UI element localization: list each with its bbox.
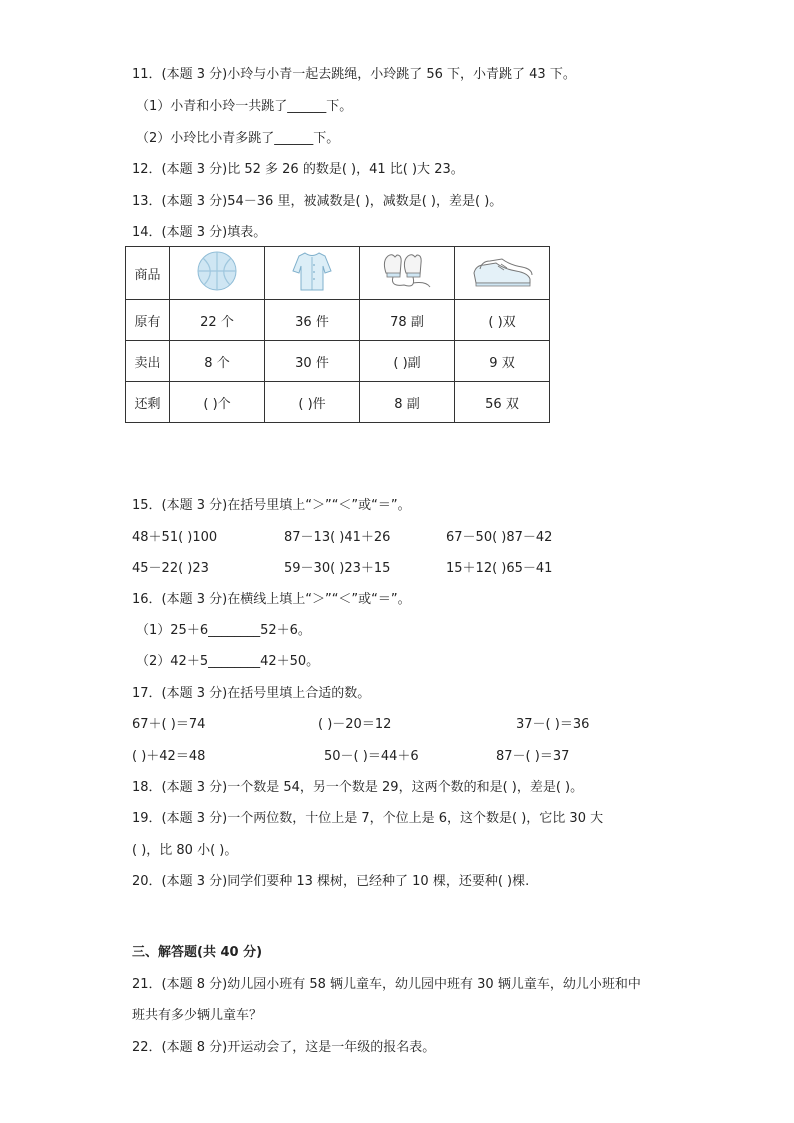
q17-expr: 37－( )＝36 <box>516 717 590 732</box>
q17-expr: ( )＋42＝48 <box>132 749 206 764</box>
table-row <box>126 382 550 423</box>
q18: 18．(本题 3 分)一个数是 54，另一个数是 29，这两个数的和是( )，差是( )。 <box>132 780 584 795</box>
q17-expr: ( )－20＝12 <box>318 717 392 732</box>
q15-expr: 67－50( )87－42 <box>446 530 553 545</box>
table-cell: 78 副 <box>360 300 455 341</box>
table-row <box>126 300 550 341</box>
q12: 12．(本题 3 分)比 52 多 26 的数是( )，41 比( )大 23。 <box>132 162 464 177</box>
q16-part2: （2）42＋5________42＋50。 <box>136 654 320 669</box>
q15-expr: 87－13( )41＋26 <box>284 530 391 545</box>
q21-line1: 21．(本题 8 分)幼儿园小班有 58 辆儿童车，幼儿园中班有 30 辆儿童车，幼儿小班和中 <box>132 977 641 992</box>
table-cell: 22 个 <box>170 300 265 341</box>
table-cell: ( )件 <box>265 382 360 423</box>
q16-part1: （1）25＋6________52＋6。 <box>136 623 311 638</box>
q15-expr: 59－30( )23＋15 <box>284 561 391 576</box>
gloves-icon <box>380 251 434 291</box>
q15-expr: 48＋51( )100 <box>132 530 218 545</box>
q19-line1: 19．(本题 3 分)一个两位数，十位上是 7，个位上是 6，这个数是( )，它比 30 大 <box>132 811 604 826</box>
q11-part1: （1）小青和小玲一共跳了______下。 <box>136 99 353 114</box>
q19-line2: ( )，比 80 小( )。 <box>132 843 238 858</box>
row-header: 原有 <box>126 300 170 341</box>
table-cell: 30 件 <box>265 341 360 382</box>
table-cell: 8 个 <box>170 341 265 382</box>
q17-stem: 17．(本题 3 分)在括号里填上合适的数。 <box>132 686 371 701</box>
q14-stem: 14．(本题 3 分)填表。 <box>132 225 267 240</box>
q15-expr: 45－22( )23 <box>132 561 209 576</box>
table-row <box>126 341 550 382</box>
q17-expr: 87－( )＝37 <box>496 749 570 764</box>
row-header: 还剩 <box>126 382 170 423</box>
q17-expr: 67＋( )＝74 <box>132 717 206 732</box>
basketball-icon <box>195 249 239 293</box>
q20: 20．(本题 3 分)同学们要种 13 棵树，已经种了 10 棵，还要种( )棵. <box>132 874 530 889</box>
q11-stem: 11．(本题 3 分)小玲与小青一起去跳绳，小玲跳了 56 下，小青跳了 43 下。 <box>132 67 576 82</box>
table-cell: ( )副 <box>360 341 455 382</box>
row-header: 商品 <box>126 247 170 300</box>
q15-expr: 15＋12( )65－41 <box>446 561 553 576</box>
q16-stem: 16．(本题 3 分)在横线上填上“＞”“＜”或“＝”。 <box>132 592 411 607</box>
table-cell: 36 件 <box>265 300 360 341</box>
row-header: 卖出 <box>126 341 170 382</box>
table-cell: 56 双 <box>455 382 550 423</box>
table-cell: 9 双 <box>455 341 550 382</box>
shirt-icon <box>291 249 333 293</box>
q15-stem: 15．(本题 3 分)在括号里填上“＞”“＜”或“＝”。 <box>132 498 411 513</box>
q21-line2: 班共有多少辆儿童车？ <box>132 1008 263 1023</box>
q11-part2: （2）小玲比小青多跳了______下。 <box>136 131 340 146</box>
goods-table <box>125 246 550 423</box>
q13: 13．(本题 3 分)54－36 里，被减数是( )，减数是( )，差是( )。 <box>132 194 503 209</box>
table-row <box>126 247 550 300</box>
sneakers-icon <box>470 253 534 289</box>
q17-expr: 50－( )＝44＋6 <box>324 749 419 764</box>
table-cell: ( )个 <box>170 382 265 423</box>
section-title: 三、解答题(共 40 分) <box>132 945 263 960</box>
q22: 22．(本题 8 分)开运动会了，这是一年级的报名表。 <box>132 1040 436 1055</box>
table-cell: ( )双 <box>455 300 550 341</box>
table-cell: 8 副 <box>360 382 455 423</box>
